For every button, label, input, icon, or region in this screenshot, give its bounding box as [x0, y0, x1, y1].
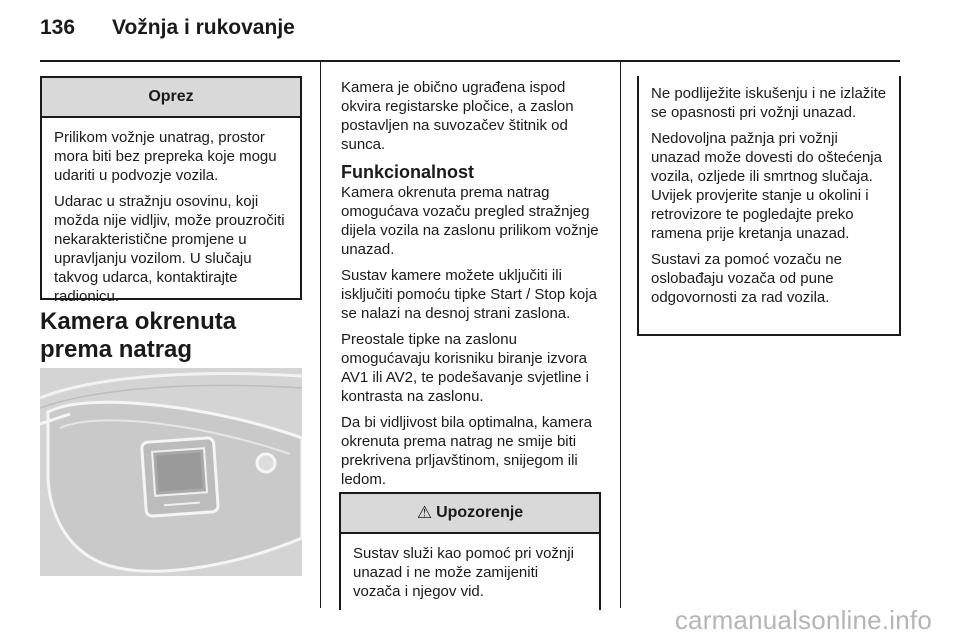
- caution-box: [40, 76, 302, 305]
- warning-continuation-box: [637, 76, 901, 336]
- middle-column: [341, 78, 603, 496]
- body-paragraph: Da bi vidljivost bila optimalna, kamera okrenuta prema natrag ne smije biti prekrivena prljavštinom, snijegom ili ledom.: [341, 414, 592, 488]
- caution-box-title: Oprez: [42, 78, 300, 118]
- warning-text: Sustav služi kao pomoć pri vožnji unazad i ne može zamijeniti vozača i njegov vid.: [353, 545, 574, 600]
- sun-visor-illustration: [40, 368, 302, 576]
- warning-paragraph: Nedovoljna pažnja pri vožnji unazad može dovesti do oštećenja vozila, ozljede ili smrtnog slučaja. Uvijek provjerite stanje u okolini i retrovizore te pogledajte preko ramena prije kretanja unazad.: [651, 130, 882, 242]
- caution-paragraph: Prilikom vožnje unatrag, prostor mora biti bez prepreka koje mogu udariti u podvozje vozila.: [54, 129, 277, 184]
- warning-paragraph: Sustavi za pomoć vozaču ne oslobađaju vozača od pune odgovornosti za rad vozila.: [651, 251, 842, 306]
- warning-title-text: Upozorenje: [436, 504, 524, 521]
- warning-triangle-icon: ⚠: [416, 503, 433, 522]
- caution-paragraph: Udarac u stražnju osovinu, koji možda nije vidljiv, može prouzročiti nekarakteristične promjene u upravljanju vozilom. U slučaju takvog udarca, kontaktirajte radionicu.: [54, 193, 285, 305]
- column-divider-left: [320, 62, 321, 608]
- body-paragraph: Kamera okrenuta prema natrag omogućava vozaču pregled stražnjeg dijela vozila na zaslonu prilikom vožnje unazad.: [341, 184, 599, 258]
- warning-box: [339, 492, 601, 610]
- warning-box-title: [341, 494, 599, 534]
- body-paragraph: Preostale tipke na zaslonu omogućavaju korisniku biranje izvora AV1 ili AV2, te podešavanje svjetline i kontrasta na zaslonu.: [341, 331, 589, 405]
- body-paragraph: Sustav kamere možete uključiti ili isključiti pomoću tipke Start / Stop koja se nalazi na desnoj strani zaslona.: [341, 267, 597, 322]
- page-number: 136: [40, 16, 76, 39]
- header-rule: [40, 60, 900, 62]
- watermark: carmanualsonline.info: [674, 605, 932, 635]
- sun-visor-drawing: [40, 368, 302, 576]
- warning-continuation-body: [639, 76, 899, 322]
- caution-box-body: [42, 118, 300, 321]
- warning-box-body: [341, 534, 599, 616]
- intro-paragraph: Kamera je obično ugrađena ispod okvira registarske pločice, a zaslon postavljen na suvozačev štitnik od sunca.: [341, 79, 574, 153]
- functionality-heading: Funkcionalnost: [341, 162, 475, 182]
- page-header: [40, 16, 295, 40]
- warning-paragraph: Ne podliježite iskušenju i ne izlažite se opasnosti pri vožnji unazad.: [651, 85, 887, 121]
- column-divider-right: [620, 62, 621, 608]
- section-title: Vožnja i rukovanje: [112, 16, 295, 39]
- section-heading: Kamera okrenuta prema natrag: [40, 308, 237, 363]
